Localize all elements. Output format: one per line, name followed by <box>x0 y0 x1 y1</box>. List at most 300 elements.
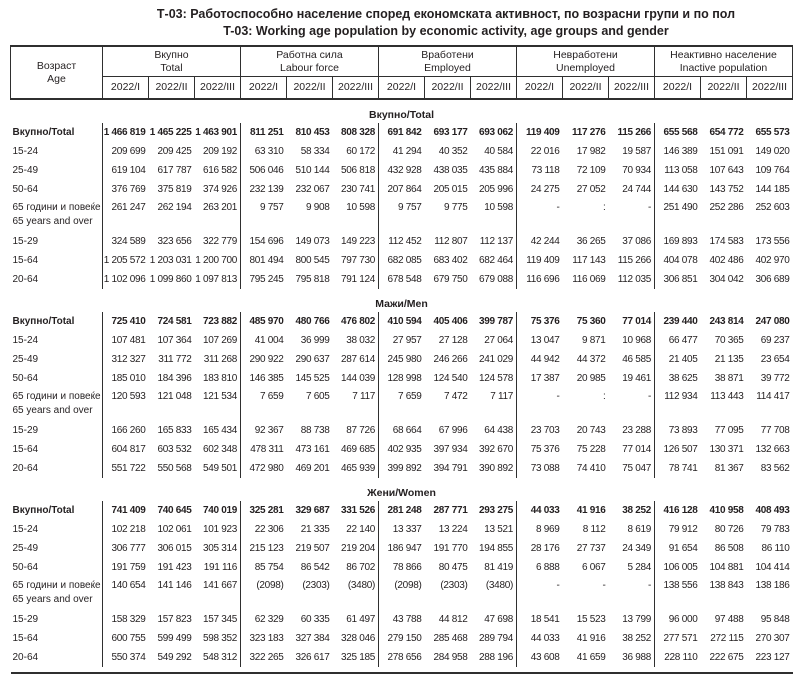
value-cell: 27 128 <box>438 335 468 346</box>
value-cell: 20 743 <box>576 425 606 436</box>
value-cell: 41 659 <box>576 652 606 663</box>
value-cell: 8 969 <box>517 520 563 539</box>
value-cell: 44 812 <box>438 614 468 625</box>
value-cell: 183 810 <box>202 373 237 384</box>
value-cell: 8 619 <box>627 524 651 535</box>
value-cell: 107 364 <box>157 335 192 346</box>
value-cell: 18 541 <box>517 610 563 629</box>
row-label-mk: 15-29 <box>12 236 39 247</box>
table-row <box>11 199 793 232</box>
value-cell: 101 923 <box>202 524 237 535</box>
value-cell: 113 443 <box>710 391 744 402</box>
row-label-mk: 50-64 <box>12 562 39 573</box>
value-cell: 128 998 <box>379 369 425 388</box>
group-header-4 <box>517 46 655 77</box>
value-cell: 740 645 <box>157 505 192 516</box>
value-cell: 232 067 <box>295 184 330 195</box>
value-cell: 112 807 <box>434 236 468 247</box>
value-cell: 9 757 <box>379 199 425 232</box>
value-cell: 408 493 <box>755 505 790 516</box>
row-label <box>11 312 103 331</box>
value-cell: (3480) <box>347 580 375 591</box>
row-label <box>11 648 103 667</box>
value-cell: 5 284 <box>627 562 651 573</box>
table-row <box>11 539 793 558</box>
value-cell: 678 548 <box>379 270 425 289</box>
row-label-mk: 50-64 <box>12 184 39 195</box>
value-cell: 191 423 <box>157 562 192 573</box>
value-cell: 24 349 <box>622 543 651 554</box>
value-cell: 394 791 <box>433 463 468 474</box>
value-cell: 322 265 <box>241 648 287 667</box>
value-cell: 75 376 <box>517 440 563 459</box>
group-header-5 <box>655 46 793 77</box>
table-row <box>11 459 793 478</box>
period-header: 2022/III <box>333 77 379 100</box>
value-cell: 1 463 901 <box>195 127 237 138</box>
value-cell: 795 245 <box>241 270 287 289</box>
value-cell: 1 466 819 <box>103 123 149 142</box>
value-cell: 44 033 <box>517 501 563 520</box>
value-cell: 43 608 <box>517 648 563 667</box>
value-cell: 725 410 <box>103 312 149 331</box>
period-header: 2022/II <box>563 77 609 100</box>
title-mk: Т-03: Работоспособно население според економската активност, по возрасни групи и по пол <box>156 7 736 21</box>
value-cell: 138 186 <box>755 580 790 591</box>
value-cell: 23 703 <box>517 421 563 440</box>
value-cell: 44 033 <box>517 629 563 648</box>
row-label-mk: Вкупно/Total <box>12 127 75 138</box>
value-cell: 795 818 <box>295 274 330 285</box>
value-cell: 311 772 <box>158 354 192 365</box>
value-cell: 469 201 <box>295 463 330 474</box>
value-cell: 604 817 <box>103 440 149 459</box>
value-cell: 327 384 <box>295 633 330 644</box>
value-cell: 63 310 <box>241 142 287 161</box>
section-band-label: Жени/Women <box>367 487 436 499</box>
value-cell: 60 335 <box>300 614 330 625</box>
value-cell: 326 617 <box>295 652 330 663</box>
value-cell: 9 757 <box>241 199 287 232</box>
period-header: 2022/I <box>379 77 425 100</box>
value-cell: 246 266 <box>433 354 468 365</box>
row-label-mk: Вкупно/Total <box>12 316 75 327</box>
row-label <box>11 501 103 520</box>
value-cell: 146 389 <box>655 142 701 161</box>
value-cell: 205 015 <box>433 184 468 195</box>
value-cell: 38 625 <box>655 369 701 388</box>
section-band-label: Вкупно/Total <box>369 109 434 121</box>
value-cell: 655 573 <box>755 127 790 138</box>
value-cell: 87 726 <box>346 425 375 436</box>
value-cell: 723 882 <box>202 316 237 327</box>
table-row <box>11 388 793 421</box>
value-cell: 169 893 <box>655 232 701 251</box>
value-cell: 510 144 <box>295 165 330 176</box>
period-header: 2022/II <box>149 77 195 100</box>
value-cell: 70 934 <box>622 165 651 176</box>
value-cell: 91 654 <box>655 539 701 558</box>
value-cell: 13 799 <box>622 614 651 625</box>
value-cell: 6 067 <box>581 562 606 573</box>
value-cell: 86 702 <box>346 562 375 573</box>
value-cell: (2303) <box>302 580 330 591</box>
group-header-1 <box>103 46 241 77</box>
value-cell: 9 908 <box>305 202 330 213</box>
value-cell: 97 488 <box>714 614 744 625</box>
value-cell: 682 464 <box>478 255 513 266</box>
table-titles <box>0 0 800 43</box>
row-label-mk: 65 години и повеќе <box>12 580 101 591</box>
value-cell: 219 507 <box>295 543 330 554</box>
value-cell: 324 589 <box>103 232 149 251</box>
value-cell: 23 654 <box>760 354 790 365</box>
row-label <box>11 421 103 440</box>
value-cell: 130 371 <box>709 444 744 455</box>
age-label-en: Age <box>47 72 66 85</box>
table-row <box>11 558 793 577</box>
value-cell: 77 014 <box>622 316 651 327</box>
value-cell: 83 562 <box>760 463 790 474</box>
value-cell: 80 475 <box>438 562 468 573</box>
value-cell: 683 402 <box>433 255 468 266</box>
value-cell: 19 461 <box>622 373 651 384</box>
value-cell: 551 722 <box>103 459 149 478</box>
group-label-mk: Работна сила <box>276 49 343 61</box>
value-cell: 270 307 <box>755 633 790 644</box>
row-label <box>11 520 103 539</box>
value-cell: 405 406 <box>433 316 468 327</box>
value-cell: 9 871 <box>581 335 606 346</box>
value-cell: 7 117 <box>490 391 513 402</box>
value-cell: 290 637 <box>295 354 330 365</box>
value-cell: 13 521 <box>484 524 513 535</box>
value-cell: 113 058 <box>655 161 701 180</box>
row-label-en: 65 years and over <box>12 594 93 605</box>
value-cell: - <box>602 580 606 591</box>
value-cell: 116 696 <box>517 270 563 289</box>
value-cell: 186 947 <box>379 539 425 558</box>
value-cell: 222 675 <box>709 652 744 663</box>
value-cell: 78 741 <box>655 459 701 478</box>
value-cell: 285 468 <box>433 633 468 644</box>
value-cell: 194 855 <box>478 543 513 554</box>
value-cell: 165 833 <box>157 425 192 436</box>
value-cell: 17 387 <box>517 369 563 388</box>
period-header: 2022/II <box>701 77 747 100</box>
value-cell: 435 884 <box>478 165 513 176</box>
period-header: 2022/III <box>747 77 793 100</box>
value-cell: 144 039 <box>340 373 375 384</box>
value-cell: 112 035 <box>617 274 651 285</box>
group-header-2 <box>241 46 379 77</box>
value-cell: 306 777 <box>103 539 149 558</box>
value-cell: 810 453 <box>295 127 330 138</box>
value-cell: 399 892 <box>379 459 425 478</box>
value-cell: 191 759 <box>103 558 149 577</box>
value-cell: 79 783 <box>760 524 790 535</box>
title-en: T-03: Working age population by economic activity, age groups and gender <box>223 24 669 38</box>
value-cell: 28 176 <box>517 539 563 558</box>
table-row <box>11 421 793 440</box>
value-cell: 143 752 <box>709 184 744 195</box>
value-cell: 599 499 <box>157 633 192 644</box>
value-cell: 17 982 <box>576 146 606 157</box>
value-cell: 77 014 <box>622 444 651 455</box>
value-cell: 262 194 <box>157 202 192 213</box>
value-cell: 480 766 <box>295 316 330 327</box>
table-row <box>11 350 793 369</box>
value-cell: 96 000 <box>655 610 701 629</box>
value-cell: 41 916 <box>576 505 606 516</box>
value-cell: 149 073 <box>295 236 330 247</box>
value-cell: 209 425 <box>157 146 192 157</box>
value-cell: 654 772 <box>709 127 744 138</box>
table-row <box>11 270 793 289</box>
group-label-en: Labour force <box>280 61 339 74</box>
table-row <box>11 648 793 667</box>
header-group-row <box>11 46 793 77</box>
value-cell: 140 654 <box>103 577 149 610</box>
value-cell: 42 244 <box>517 232 563 251</box>
value-cell: 121 048 <box>157 391 192 402</box>
value-cell: 166 260 <box>103 421 149 440</box>
row-label-mk: 15-24 <box>12 146 39 157</box>
group-label-mk: Неактивно население <box>670 49 777 61</box>
value-cell: 58 334 <box>300 146 330 157</box>
value-cell: 791 124 <box>340 274 375 285</box>
value-cell: 548 312 <box>202 652 237 663</box>
value-cell: 92 367 <box>241 421 287 440</box>
value-cell: 43 788 <box>379 610 425 629</box>
value-cell: 281 248 <box>379 501 425 520</box>
value-cell: 691 842 <box>379 123 425 142</box>
table-row <box>11 440 793 459</box>
value-cell: 75 228 <box>576 444 606 455</box>
value-cell: 272 115 <box>710 633 744 644</box>
period-header: 2022/II <box>425 77 471 100</box>
value-cell: 132 663 <box>755 444 790 455</box>
value-cell: 797 730 <box>340 255 375 266</box>
value-cell: 243 814 <box>709 316 744 327</box>
row-label <box>11 388 103 421</box>
table-row <box>11 180 793 199</box>
value-cell: 124 540 <box>433 373 468 384</box>
row-label <box>11 610 103 629</box>
value-cell: 41 916 <box>576 633 606 644</box>
row-label <box>11 539 103 558</box>
value-cell: 617 787 <box>157 165 192 176</box>
value-cell: 109 764 <box>755 165 790 176</box>
section-band-row <box>11 99 793 123</box>
value-cell: 19 587 <box>622 146 651 157</box>
value-cell: 331 526 <box>340 505 375 516</box>
value-cell: 290 922 <box>241 350 287 369</box>
value-cell: 77 708 <box>760 425 790 436</box>
value-cell: 75 376 <box>517 312 563 331</box>
value-cell: 27 737 <box>576 543 606 554</box>
value-cell: 724 581 <box>157 316 192 327</box>
value-cell: 416 128 <box>655 501 701 520</box>
value-cell: 38 252 <box>622 633 651 644</box>
value-cell: 219 204 <box>340 543 375 554</box>
period-header: 2022/I <box>241 77 287 100</box>
value-cell: 289 794 <box>478 633 513 644</box>
value-cell: 410 958 <box>709 505 744 516</box>
group-header-3 <box>379 46 517 77</box>
value-cell: 15 523 <box>576 614 606 625</box>
group-label-en: Employed <box>424 61 471 74</box>
value-cell: 811 251 <box>241 123 287 142</box>
value-cell: 323 656 <box>157 236 192 247</box>
value-cell: 325 185 <box>340 652 375 663</box>
value-cell: 138 843 <box>709 580 744 591</box>
value-cell: 66 477 <box>655 331 701 350</box>
value-cell: 432 928 <box>379 161 425 180</box>
value-cell: 1 099 860 <box>149 274 192 285</box>
value-cell: 7 659 <box>379 388 425 421</box>
row-label <box>11 577 103 610</box>
value-cell: 81 367 <box>714 463 744 474</box>
row-label <box>11 350 103 369</box>
value-cell: 207 864 <box>379 180 425 199</box>
row-label-mk: 15-64 <box>12 444 39 455</box>
value-cell: 328 046 <box>340 633 375 644</box>
row-label <box>11 142 103 161</box>
header-period-row <box>11 77 793 100</box>
value-cell: 402 486 <box>709 255 744 266</box>
value-cell: 69 237 <box>760 335 790 346</box>
row-label-mk: 65 години и повеќе <box>12 202 101 213</box>
table-body <box>11 99 793 673</box>
value-cell: 472 980 <box>241 459 287 478</box>
value-cell: 390 892 <box>478 463 513 474</box>
value-cell: 261 247 <box>103 199 149 232</box>
row-label-mk: 15-64 <box>12 255 39 266</box>
value-cell: 277 571 <box>655 629 701 648</box>
row-label-mk: 15-64 <box>12 633 39 644</box>
value-cell: 126 507 <box>655 440 701 459</box>
value-cell: - <box>647 202 651 213</box>
value-cell: 402 935 <box>379 440 425 459</box>
row-label <box>11 331 103 350</box>
value-cell: 157 345 <box>202 614 237 625</box>
value-cell: 22 306 <box>241 520 287 539</box>
row-label-mk: 20-64 <box>12 274 39 285</box>
value-cell: 230 741 <box>340 184 375 195</box>
value-cell: 8 112 <box>582 524 606 535</box>
row-label <box>11 270 103 289</box>
value-cell: 740 019 <box>202 505 237 516</box>
row-label <box>11 232 103 251</box>
value-cell: 144 630 <box>655 180 701 199</box>
value-cell: 232 139 <box>241 180 287 199</box>
table-row <box>11 629 793 648</box>
value-cell: 679 750 <box>433 274 468 285</box>
value-cell: 506 818 <box>340 165 375 176</box>
value-cell: 598 352 <box>202 633 237 644</box>
value-cell: 1 097 813 <box>195 274 237 285</box>
value-cell: 24 275 <box>517 180 563 199</box>
value-cell: 800 545 <box>295 255 330 266</box>
value-cell: 10 968 <box>622 335 651 346</box>
value-cell: 104 414 <box>755 562 790 573</box>
value-cell: 304 042 <box>709 274 744 285</box>
value-cell: 21 335 <box>300 524 330 535</box>
value-cell: 21 405 <box>655 350 701 369</box>
table-row <box>11 577 793 610</box>
value-cell: (3480) <box>485 580 513 591</box>
value-cell: 9 775 <box>443 202 468 213</box>
value-cell: 120 593 <box>103 388 149 421</box>
section-band-row <box>11 289 793 312</box>
row-label-mk: 15-29 <box>12 614 39 625</box>
row-label <box>11 251 103 270</box>
value-cell: 38 032 <box>346 335 375 346</box>
value-cell: 279 150 <box>379 629 425 648</box>
value-cell: 61 497 <box>346 614 375 625</box>
value-cell: 10 598 <box>346 202 375 213</box>
value-cell: 465 939 <box>340 463 375 474</box>
value-cell: 115 266 <box>617 127 651 138</box>
value-cell: 112 452 <box>379 232 425 251</box>
value-cell: 374 926 <box>202 184 237 195</box>
value-cell: 37 086 <box>622 236 651 247</box>
value-cell: 13 047 <box>517 331 563 350</box>
value-cell: 144 185 <box>755 184 790 195</box>
value-cell: 173 556 <box>755 236 790 247</box>
value-cell: 44 372 <box>576 354 606 365</box>
row-label-mk: 15-24 <box>12 524 39 535</box>
age-column-header <box>11 46 103 99</box>
row-label-mk: 20-64 <box>12 463 39 474</box>
value-cell: 24 744 <box>622 184 651 195</box>
value-cell: 22 016 <box>517 142 563 161</box>
row-label-mk: 25-49 <box>12 543 39 554</box>
value-cell: 141 146 <box>157 580 192 591</box>
value-cell: 228 110 <box>655 648 701 667</box>
value-cell: 36 265 <box>576 236 606 247</box>
value-cell: 73 088 <box>517 459 563 478</box>
value-cell: 223 127 <box>755 652 790 663</box>
group-label-en: Unemployed <box>556 61 615 74</box>
value-cell: 655 568 <box>655 123 701 142</box>
value-cell: - <box>647 391 651 402</box>
value-cell: 27 064 <box>484 335 513 346</box>
value-cell: 399 787 <box>478 316 513 327</box>
value-cell: 325 281 <box>241 501 287 520</box>
row-label <box>11 161 103 180</box>
value-cell: 70 365 <box>714 335 744 346</box>
value-cell: 312 327 <box>103 350 149 369</box>
value-cell: 476 802 <box>340 316 375 327</box>
value-cell: 473 161 <box>295 444 330 455</box>
value-cell: 284 958 <box>433 652 468 663</box>
value-cell: : <box>603 391 606 402</box>
value-cell: 1 203 031 <box>149 255 192 266</box>
value-cell: 397 934 <box>433 444 468 455</box>
value-cell: 149 020 <box>755 146 790 157</box>
value-cell: 801 494 <box>241 251 287 270</box>
row-label <box>11 199 103 232</box>
value-cell: 550 568 <box>157 463 192 474</box>
value-cell: 549 292 <box>157 652 192 663</box>
value-cell: 107 269 <box>202 335 237 346</box>
value-cell: - <box>647 580 651 591</box>
value-cell: 85 754 <box>241 558 287 577</box>
table-row <box>11 161 793 180</box>
value-cell: 23 288 <box>622 425 651 436</box>
